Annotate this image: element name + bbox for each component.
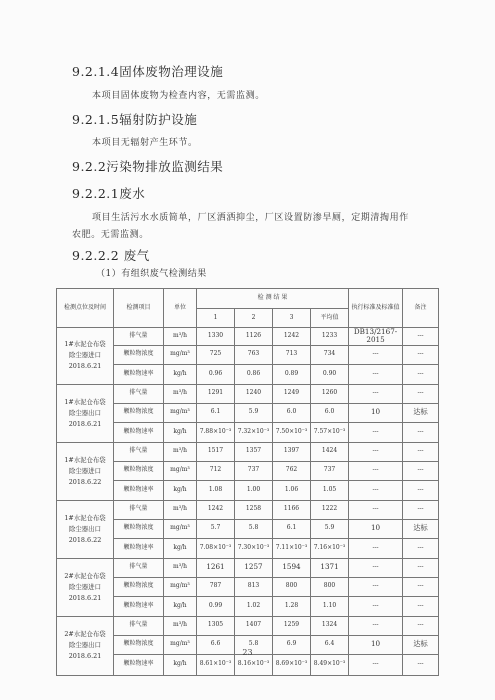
table-row (57, 403, 439, 422)
table-row (57, 538, 439, 558)
location-line: 2018.6.21 (68, 419, 102, 428)
result-3-cell: 1.28 (273, 596, 311, 616)
result-1-cell: 712 (197, 461, 235, 480)
result-2-cell: 7.32×10⁻³ (235, 422, 273, 442)
header-item: 检测项目 (114, 289, 164, 328)
header-result-3: 3 (273, 309, 311, 328)
standard-cell: --- (349, 422, 403, 442)
table-row (57, 364, 439, 384)
result-3-cell: 7.11×10⁻³ (273, 538, 311, 558)
note-cell: --- (403, 328, 439, 346)
item-cell: 排气量 (114, 442, 164, 461)
item-cell: 颗粒物浓度 (114, 519, 164, 538)
item-cell: 颗粒物速率 (114, 364, 164, 384)
result-1-cell: 1.08 (197, 480, 235, 500)
unit-cell: m³/h (164, 328, 197, 346)
unit-cell: m³/h (164, 384, 197, 403)
average-cell: 1371 (311, 558, 349, 577)
result-2-cell: 1258 (235, 500, 273, 519)
result-2-cell: 813 (235, 577, 273, 596)
item-cell: 颗粒物浓度 (114, 461, 164, 480)
header-results: 检 测 结 果 (197, 289, 349, 309)
table-row (57, 596, 439, 616)
average-cell: 0.90 (311, 364, 349, 384)
unit-cell: m³/h (164, 616, 197, 635)
table-row (57, 558, 439, 577)
table-caption: （1）有组织废气检测结果 (96, 269, 207, 279)
table-row (57, 654, 439, 675)
location-line: 2018.6.22 (68, 477, 102, 486)
result-2-cell: 5.9 (235, 403, 273, 422)
average-cell: 7.57×10⁻³ (311, 422, 349, 442)
result-2-cell: 0.86 (235, 364, 273, 384)
average-cell: 800 (311, 577, 349, 596)
header-result-2: 2 (235, 309, 273, 328)
note-cell: 达标 (403, 519, 439, 538)
location-cell (57, 500, 114, 558)
result-1-cell: 1305 (197, 616, 235, 635)
location-line: 除尘器出口 (69, 524, 101, 533)
location-line: 除尘器进口 (69, 351, 101, 360)
standard-cell: --- (349, 616, 403, 635)
item-cell: 颗粒物浓度 (114, 635, 164, 654)
table-row (57, 442, 439, 461)
table-row (57, 577, 439, 596)
item-cell: 颗粒物浓度 (114, 403, 164, 422)
standard-cell: --- (349, 480, 403, 500)
heading-wastewater: 9.2.2.1废水 (72, 186, 146, 201)
result-1-cell: 7.08×10⁻³ (197, 538, 235, 558)
standard-cell: --- (349, 654, 403, 675)
average-cell: 7.16×10⁻³ (311, 538, 349, 558)
heading-pollutant-results: 9.2.2污染物排放监测结果 (72, 159, 224, 174)
unit-cell: kg/h (164, 422, 197, 442)
average-cell: 734 (311, 345, 349, 364)
result-2-cell: 1126 (235, 328, 273, 346)
item-cell: 排气量 (114, 558, 164, 577)
average-cell: 1.05 (311, 480, 349, 500)
location-cell (57, 558, 114, 616)
note-cell: --- (403, 500, 439, 519)
item-cell: 颗粒物速率 (114, 596, 164, 616)
result-2-cell: 5.8 (235, 635, 273, 654)
header-standard: 执行标准及标准值 (349, 289, 403, 328)
page-number: 23 (242, 648, 253, 657)
result-3-cell: 1259 (273, 616, 311, 635)
result-3-cell: 8.69×10⁻³ (273, 654, 311, 675)
average-cell: 1233 (311, 328, 349, 346)
unit-cell: m³/h (164, 500, 197, 519)
location-line: 1#水泥仓布袋 (64, 513, 106, 522)
result-2-cell: 7.30×10⁻³ (235, 538, 273, 558)
table-row (57, 461, 439, 480)
location-line: 2#水泥仓布袋 (64, 571, 106, 580)
result-1-cell: 1330 (197, 328, 235, 346)
standard-cell: --- (349, 461, 403, 480)
note-cell: --- (403, 616, 439, 635)
result-1-cell: 0.96 (197, 364, 235, 384)
location-line: 2018.6.21 (68, 652, 102, 660)
standard-cell: --- (349, 364, 403, 384)
location-line: 2018.6.21 (68, 362, 102, 371)
result-2-cell: 1240 (235, 384, 273, 403)
result-3-cell: 762 (273, 461, 311, 480)
heading-waste-gas: 9.2.2.2 废气 (72, 248, 150, 263)
result-2-cell: 1357 (235, 442, 273, 461)
header-note: 备注 (403, 289, 439, 328)
heading-solid-waste: 9.2.1.4固体废物治理设施 (72, 64, 224, 79)
item-cell: 颗粒物速率 (114, 422, 164, 442)
result-1-cell: 6.6 (197, 635, 235, 654)
result-3-cell: 6.0 (273, 403, 311, 422)
unit-cell: kg/h (164, 480, 197, 500)
result-1-cell: 5.7 (197, 519, 235, 538)
standard-cell: --- (349, 442, 403, 461)
unit-cell: kg/h (164, 596, 197, 616)
header-unit: 单位 (164, 289, 197, 328)
item-cell: 颗粒物浓度 (114, 577, 164, 596)
unit-cell: mg/m³ (164, 461, 197, 480)
table-row (57, 500, 439, 519)
header-result-1: 1 (197, 309, 235, 328)
item-cell: 排气量 (114, 616, 164, 635)
note-cell: 达标 (403, 403, 439, 422)
location-line: 除尘器进口 (69, 466, 101, 475)
result-3-cell: 800 (273, 577, 311, 596)
location-line: 除尘器出口 (69, 408, 101, 417)
result-3-cell: 1166 (273, 500, 311, 519)
unit-cell: mg/m³ (164, 635, 197, 654)
result-3-cell: 1397 (273, 442, 311, 461)
standard-cell: DB13/2167-2015 (349, 328, 403, 346)
result-1-cell: 1517 (197, 442, 235, 461)
note-cell: --- (403, 577, 439, 596)
paragraph-solid-waste: 本项目固体废物为检查内容，无需监测。 (92, 91, 265, 101)
table-body (57, 289, 439, 676)
result-2-cell: 1407 (235, 616, 273, 635)
result-2-cell: 1.02 (235, 596, 273, 616)
paragraph-wastewater-line2: 农肥。无需监测。 (72, 230, 149, 240)
table-row (57, 328, 439, 346)
unit-cell: mg/m³ (164, 577, 197, 596)
result-2-cell: 1.00 (235, 480, 273, 500)
note-cell: --- (403, 654, 439, 675)
note-cell: --- (403, 384, 439, 403)
result-1-cell: 1261 (197, 558, 235, 577)
result-3-cell: 713 (273, 345, 311, 364)
item-cell: 颗粒物速率 (114, 480, 164, 500)
average-cell: 1424 (311, 442, 349, 461)
note-cell: --- (403, 364, 439, 384)
heading-radiation: 9.2.1.5辐射防护设施 (72, 112, 198, 127)
item-cell: 颗粒物浓度 (114, 345, 164, 364)
table-row (57, 519, 439, 538)
average-cell: 5.9 (311, 519, 349, 538)
item-cell: 颗粒物速率 (114, 654, 164, 675)
header-location: 检测点位及时间 (57, 289, 114, 328)
header-average: 平均值 (311, 309, 349, 328)
table-row (57, 345, 439, 364)
unit-cell: mg/m³ (164, 519, 197, 538)
unit-cell: m³/h (164, 442, 197, 461)
location-cell (57, 328, 114, 385)
average-cell: 737 (311, 461, 349, 480)
result-3-cell: 0.89 (273, 364, 311, 384)
standard-cell: --- (349, 500, 403, 519)
result-2-cell: 8.16×10⁻³ (235, 654, 273, 675)
result-1-cell: 8.61×10⁻³ (197, 654, 235, 675)
result-1-cell: 0.99 (197, 596, 235, 616)
result-1-cell: 725 (197, 345, 235, 364)
note-cell: 达标 (403, 635, 439, 654)
standard-cell: --- (349, 577, 403, 596)
standard-cell: --- (349, 538, 403, 558)
note-cell: --- (403, 422, 439, 442)
location-line: 2#水泥仓布袋 (64, 630, 106, 639)
result-3-cell: 1249 (273, 384, 311, 403)
result-2-cell: 763 (235, 345, 273, 364)
result-1-cell: 6.1 (197, 403, 235, 422)
average-cell: 6.0 (311, 403, 349, 422)
paragraph-radiation: 本项目无辐射产生环节。 (92, 138, 198, 148)
location-cell (57, 384, 114, 442)
unit-cell: mg/m³ (164, 403, 197, 422)
location-line: 1#水泥仓布袋 (64, 340, 106, 349)
result-1-cell: 787 (197, 577, 235, 596)
average-cell: 1324 (311, 616, 349, 635)
unit-cell: kg/h (164, 538, 197, 558)
result-2-cell: 5.8 (235, 519, 273, 538)
location-cell (57, 616, 114, 675)
note-cell: --- (403, 538, 439, 558)
standard-cell: --- (349, 384, 403, 403)
average-cell: 1260 (311, 384, 349, 403)
result-1-cell: 1291 (197, 384, 235, 403)
table-row (57, 384, 439, 403)
average-cell: 1222 (311, 500, 349, 519)
item-cell: 排气量 (114, 384, 164, 403)
unit-cell: m³/h (164, 558, 197, 577)
note-cell: --- (403, 461, 439, 480)
average-cell: 8.49×10⁻³ (311, 654, 349, 675)
result-2-cell: 1257 (235, 558, 273, 577)
location-line: 1#水泥仓布袋 (64, 455, 106, 464)
standard-cell: 10 (349, 519, 403, 538)
standard-cell: --- (349, 345, 403, 364)
result-1-cell: 7.88×10⁻³ (197, 422, 235, 442)
location-line: 2018.6.21 (68, 593, 102, 602)
note-cell: --- (403, 345, 439, 364)
result-3-cell: 1.06 (273, 480, 311, 500)
unit-cell: kg/h (164, 364, 197, 384)
item-cell: 排气量 (114, 328, 164, 346)
standard-cell: --- (349, 558, 403, 577)
item-cell: 排气量 (114, 500, 164, 519)
result-3-cell: 1242 (273, 328, 311, 346)
standard-cell: 10 (349, 635, 403, 654)
location-line: 1#水泥仓布袋 (64, 397, 106, 406)
average-cell: 6.4 (311, 635, 349, 654)
result-3-cell: 7.50×10⁻³ (273, 422, 311, 442)
note-cell: --- (403, 596, 439, 616)
waste-gas-table (56, 288, 439, 676)
paragraph-wastewater-line1: 项目生活污水水质简单，厂区洒洒抑尘，厂区设置防渗旱厕，定期清掏用作 (92, 213, 409, 223)
standard-cell: --- (349, 596, 403, 616)
unit-cell: mg/m³ (164, 345, 197, 364)
location-line: 2018.6.22 (68, 535, 102, 544)
unit-cell: kg/h (164, 654, 197, 675)
note-cell: --- (403, 558, 439, 577)
result-3-cell: 1594 (273, 558, 311, 577)
location-line: 除尘器出口 (69, 641, 101, 650)
table-row (57, 480, 439, 500)
location-cell (57, 442, 114, 500)
table-row (57, 422, 439, 442)
note-cell: --- (403, 480, 439, 500)
result-3-cell: 6.1 (273, 519, 311, 538)
average-cell: 1.10 (311, 596, 349, 616)
table-row (57, 616, 439, 635)
item-cell: 颗粒物速率 (114, 538, 164, 558)
standard-cell: 10 (349, 403, 403, 422)
result-3-cell: 6.9 (273, 635, 311, 654)
result-2-cell: 737 (235, 461, 273, 480)
result-1-cell: 1242 (197, 500, 235, 519)
location-line: 除尘器进口 (69, 582, 101, 591)
note-cell: --- (403, 442, 439, 461)
